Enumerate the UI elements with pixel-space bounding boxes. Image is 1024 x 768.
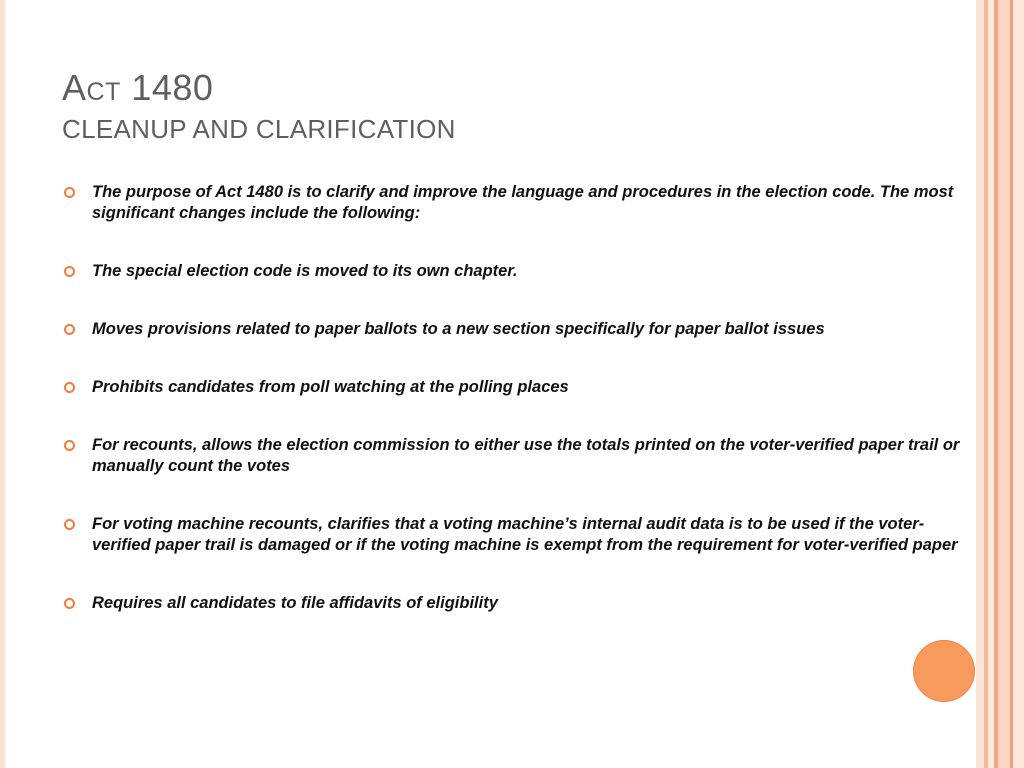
right-stripe	[976, 0, 984, 768]
circle-outline-bullet-icon	[64, 440, 75, 451]
slide-subtitle: CLEANUP AND CLARIFICATION	[62, 114, 456, 144]
bullet-item	[62, 514, 962, 556]
bullet-item	[62, 593, 962, 614]
bullet-item	[62, 261, 962, 282]
bullet-text: Moves provisions related to paper ballots to a new section specifically for paper ballot issues	[92, 320, 825, 338]
bullet-text: Requires all candidates to file affidavits of eligibility	[92, 594, 498, 612]
orange-circle-decoration	[913, 640, 975, 702]
circle-outline-bullet-icon	[64, 382, 75, 393]
left-edge-stripe	[0, 0, 5, 768]
bullet-text: The special election code is moved to its own chapter.	[92, 262, 518, 280]
bullet-item	[62, 435, 962, 477]
circle-outline-bullet-icon	[64, 598, 75, 609]
bullet-item	[62, 182, 962, 224]
circle-outline-bullet-icon	[64, 266, 75, 277]
bullet-text: For recounts, allows the election commission to either use the totals printed on the voter-verified paper trail or manually count the votes	[92, 436, 960, 475]
bullet-text: The purpose of Act 1480 is to clarify and improve the language and procedures in the election code. The most significant changes include the following:	[92, 183, 954, 222]
slide-title: Act 1480	[62, 67, 214, 108]
bullet-text: For voting machine recounts, clarifies that a voting machine’s internal audit data is to be used if the voter-verified paper trail is damaged or if the voting machine is exempt from the requirement for voter-verified paper	[92, 515, 958, 554]
bullet-list	[62, 182, 962, 614]
circle-outline-bullet-icon	[64, 187, 75, 198]
right-stripe	[998, 0, 1010, 768]
right-stripe	[1013, 0, 1024, 768]
circle-outline-bullet-icon	[64, 324, 75, 335]
circle-outline-bullet-icon	[64, 519, 75, 530]
bullet-item	[62, 377, 962, 398]
bullet-text: Prohibits candidates from poll watching at the polling places	[92, 378, 569, 396]
title-block	[62, 66, 456, 146]
bullet-item	[62, 319, 962, 340]
